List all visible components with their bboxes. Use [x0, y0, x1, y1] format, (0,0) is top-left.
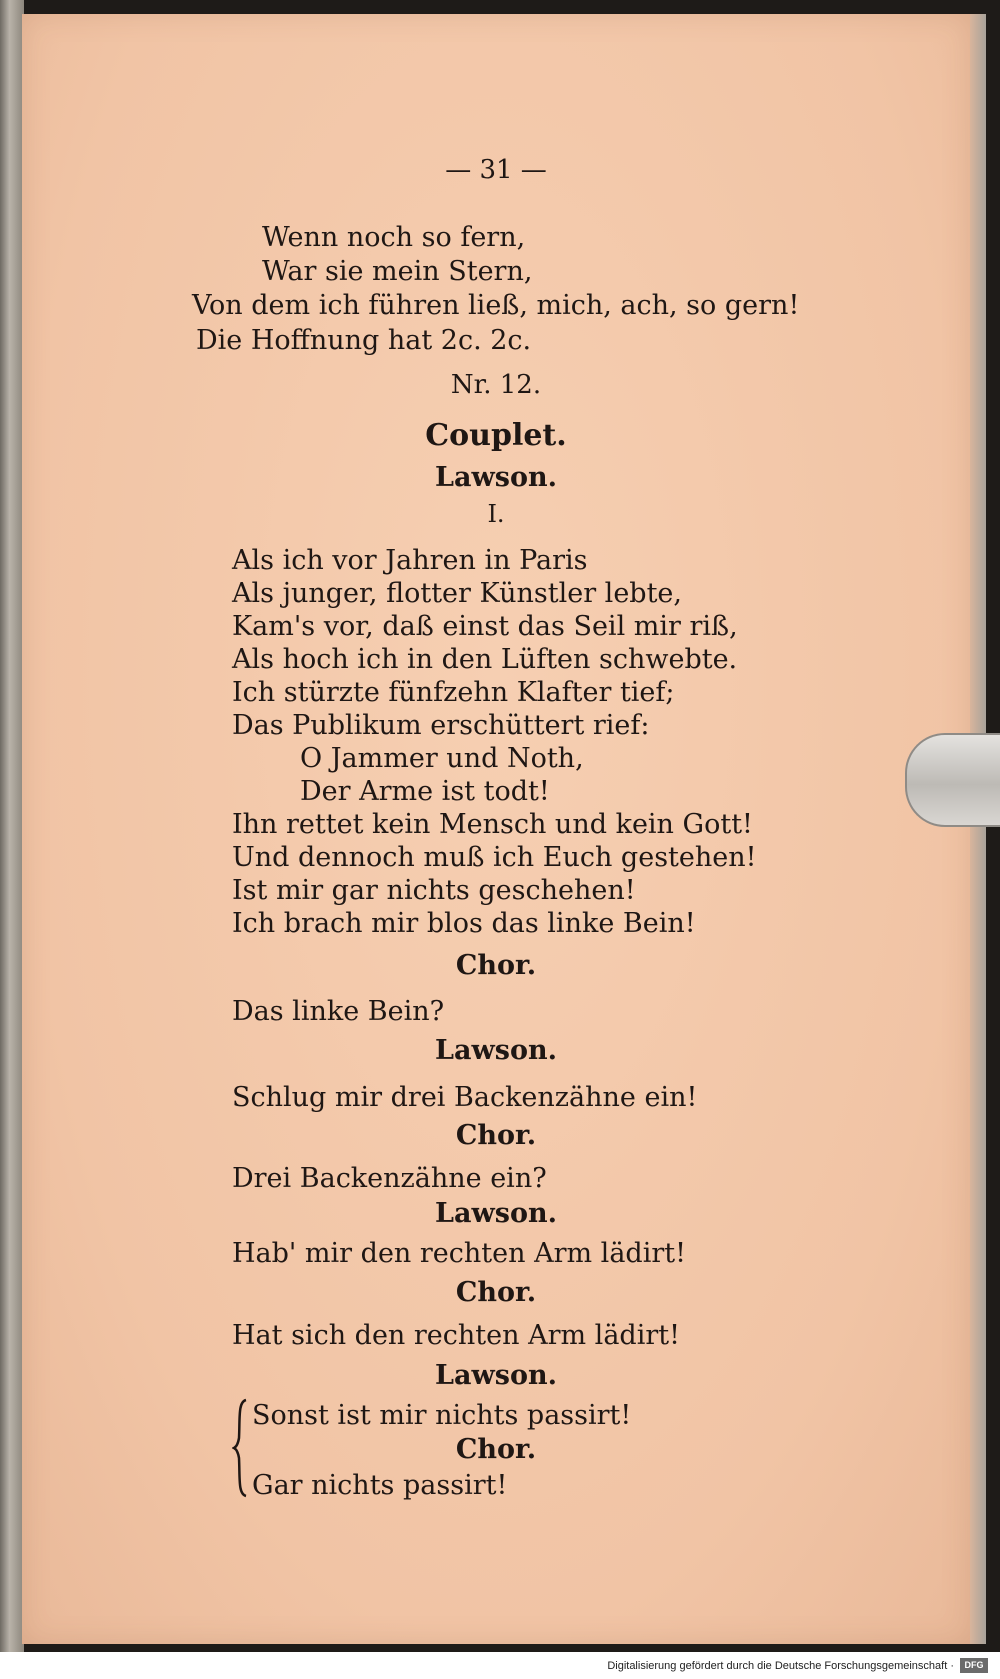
speaker-heading: Lawson. [435, 1198, 557, 1229]
verse-line: Die Hoffnung hat 2c. 2c. [196, 325, 532, 356]
verse-line: Wenn noch so fern, [262, 222, 526, 253]
dialogue-line: Hat sich den rechten Arm lädirt! [232, 1320, 680, 1351]
stanza-line: Und dennoch muß ich Euch gestehen! [232, 842, 757, 873]
stanza-line: Ich brach mir blos das linke Bein! [232, 908, 696, 939]
stanza-line: Als hoch ich in den Lüften schwebte. [232, 644, 738, 675]
dialogue-line: Gar nichts passirt! [252, 1470, 508, 1501]
stanza-line: Kam's vor, daß einst das Seil mir riß, [232, 611, 738, 642]
dialogue-line: Schlug mir drei Backenzähne ein! [232, 1082, 698, 1113]
dfg-logo: DFG [960, 1658, 988, 1673]
dialogue-line: Sonst ist mir nichts passirt! [252, 1400, 632, 1431]
stanza-line: O Jammer und Noth, [300, 743, 584, 774]
stanza-line: Das Publikum erschüttert rief: [232, 710, 650, 741]
page-clip [905, 733, 1000, 827]
stanza-line: Ihn rettet kein Mensch und kein Gott! [232, 809, 753, 840]
speaker-heading: Chor. [455, 1434, 537, 1465]
speaker-heading: Lawson. [435, 1035, 557, 1066]
stanza-line: Ich stürzte fünfzehn Klafter tief; [232, 677, 675, 708]
stanza-line: Ist mir gar nichts geschehen! [232, 875, 636, 906]
page-number: — 31 — [445, 155, 547, 185]
speaker-heading: Chor. [455, 1277, 537, 1308]
speaker-heading: Chor. [455, 950, 537, 981]
number-title: Nr. 12. [450, 370, 542, 400]
digitization-footer [0, 1652, 1000, 1679]
dialogue-line: Hab' mir den rechten Arm lädirt! [232, 1238, 686, 1269]
verse-line: Von dem ich führen ließ, mich, ach, so gern! [192, 290, 800, 321]
stanza-line: Als ich vor Jahren in Paris [232, 545, 588, 576]
speaker-heading: Chor. [455, 1120, 537, 1151]
speaker-heading: Lawson. [435, 462, 557, 493]
page-edge-strip [970, 14, 986, 1644]
section-title: Couplet. [425, 418, 567, 453]
book-spine-edge [0, 0, 24, 1679]
funding-credit: Digitalisierung gefördert durch die Deutsche Forschungsgemeinschaft · [607, 1660, 954, 1672]
stanza-line: Als junger, flotter Künstler lebte, [232, 578, 682, 609]
dialogue-line: Das linke Bein? [232, 996, 445, 1027]
dialogue-line: Drei Backenzähne ein? [232, 1163, 547, 1194]
verse-line: War sie mein Stern, [262, 256, 533, 287]
stanza-line: Der Arme ist todt! [300, 776, 550, 807]
stanza-number: I. [487, 500, 505, 528]
speaker-heading: Lawson. [435, 1360, 557, 1391]
